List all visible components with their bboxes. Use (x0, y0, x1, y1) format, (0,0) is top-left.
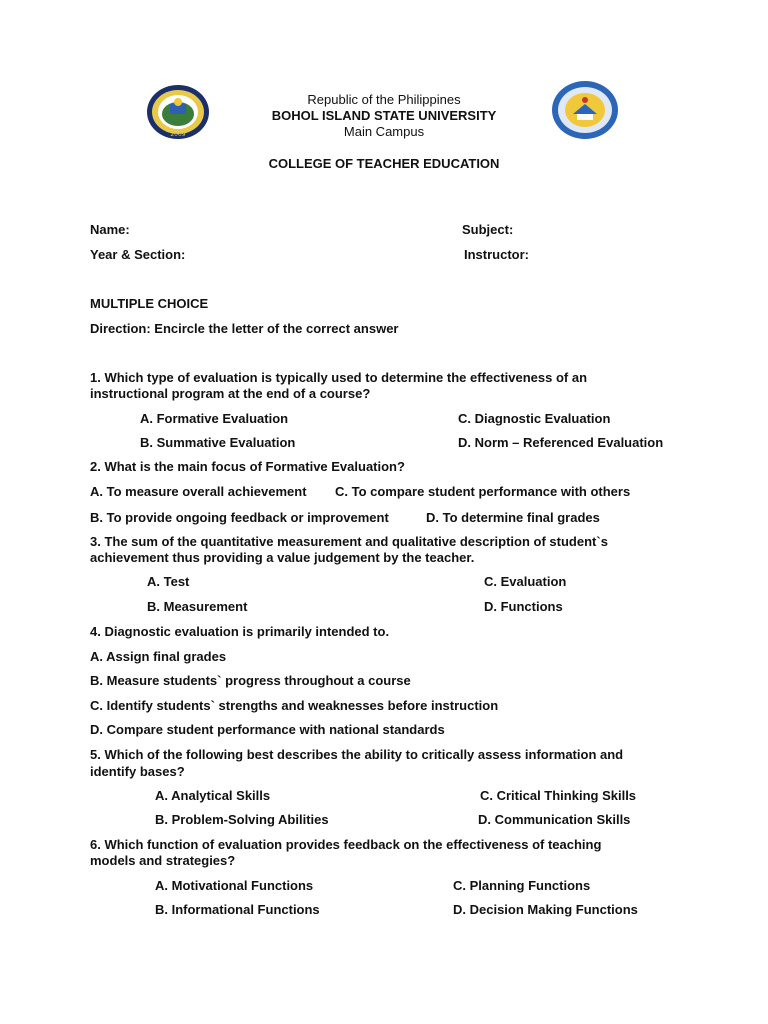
q4-option-c: C. Identify students` strengths and weaknesses before instruction (90, 698, 499, 713)
q6-option-a: A. Motivational Functions (155, 878, 314, 893)
subject-field-label: Subject: (462, 222, 514, 237)
question-6-text-cont: models and strategies? (90, 853, 236, 868)
q5-option-a: A. Analytical Skills (155, 788, 271, 803)
q2-option-b: B. To provide ongoing feedback or improvement (90, 510, 389, 525)
header-republic: Republic of the Philippines (307, 92, 461, 107)
question-1-text: 1. Which type of evaluation is typically used to determine the effectiveness of an (90, 370, 588, 385)
q2-option-d: D. To determine final grades (426, 510, 600, 525)
header-university: BOHOL ISLAND STATE UNIVERSITY (271, 108, 497, 123)
q5-option-d: D. Communication Skills (478, 812, 631, 827)
question-3-text-cont: achievement thus providing a value judgement by the teacher. (90, 550, 475, 565)
instructor-field-label: Instructor: (464, 247, 529, 262)
q3-option-b: B. Measurement (147, 599, 248, 614)
q6-option-c: C. Planning Functions (453, 878, 591, 893)
q1-option-b: B. Summative Evaluation (140, 435, 296, 450)
q6-option-d: D. Decision Making Functions (453, 902, 638, 917)
q2-option-a: A. To measure overall achievement (90, 484, 307, 499)
question-3-text: 3. The sum of the quantitative measurement and qualitative description of student`s (90, 534, 608, 549)
header-college: COLLEGE OF TEACHER EDUCATION (268, 156, 500, 171)
question-6-text: 6. Which function of evaluation provides feedback on the effectiveness of teaching (90, 837, 602, 852)
q3-option-c: C. Evaluation (484, 574, 567, 589)
question-2-text: 2. What is the main focus of Formative Evaluation? (90, 459, 405, 474)
section-title: MULTIPLE CHOICE (90, 296, 209, 311)
q3-option-a: A. Test (147, 574, 190, 589)
question-1-text-cont: instructional program at the end of a course? (90, 386, 371, 401)
q1-option-a: A. Formative Evaluation (140, 411, 289, 426)
question-5-text-cont: identify bases? (90, 764, 185, 779)
q4-option-d: D. Compare student performance with national standards (90, 722, 445, 737)
svg-text:2009: 2009 (170, 131, 186, 138)
q6-option-b: B. Informational Functions (155, 902, 320, 917)
year-section-field-label: Year & Section: (90, 247, 186, 262)
q5-option-c: C. Critical Thinking Skills (480, 788, 637, 803)
question-4-text: 4. Diagnostic evaluation is primarily intended to. (90, 624, 390, 639)
q4-option-b: B. Measure students` progress throughout a course (90, 673, 411, 688)
question-5-text: 5. Which of the following best describes the ability to critically assess information and (90, 747, 624, 762)
q2-option-c: C. To compare student performance with others (335, 484, 631, 499)
q3-option-d: D. Functions (484, 599, 563, 614)
q5-option-b: B. Problem-Solving Abilities (155, 812, 329, 827)
q1-option-c: C. Diagnostic Evaluation (458, 411, 611, 426)
header-campus: Main Campus (343, 124, 425, 139)
section-direction: Direction: Encircle the letter of the correct answer (90, 321, 399, 336)
q4-option-a: A. Assign final grades (90, 649, 227, 664)
name-field-label: Name: (90, 222, 130, 237)
q1-option-d: D. Norm – Referenced Evaluation (458, 435, 664, 450)
